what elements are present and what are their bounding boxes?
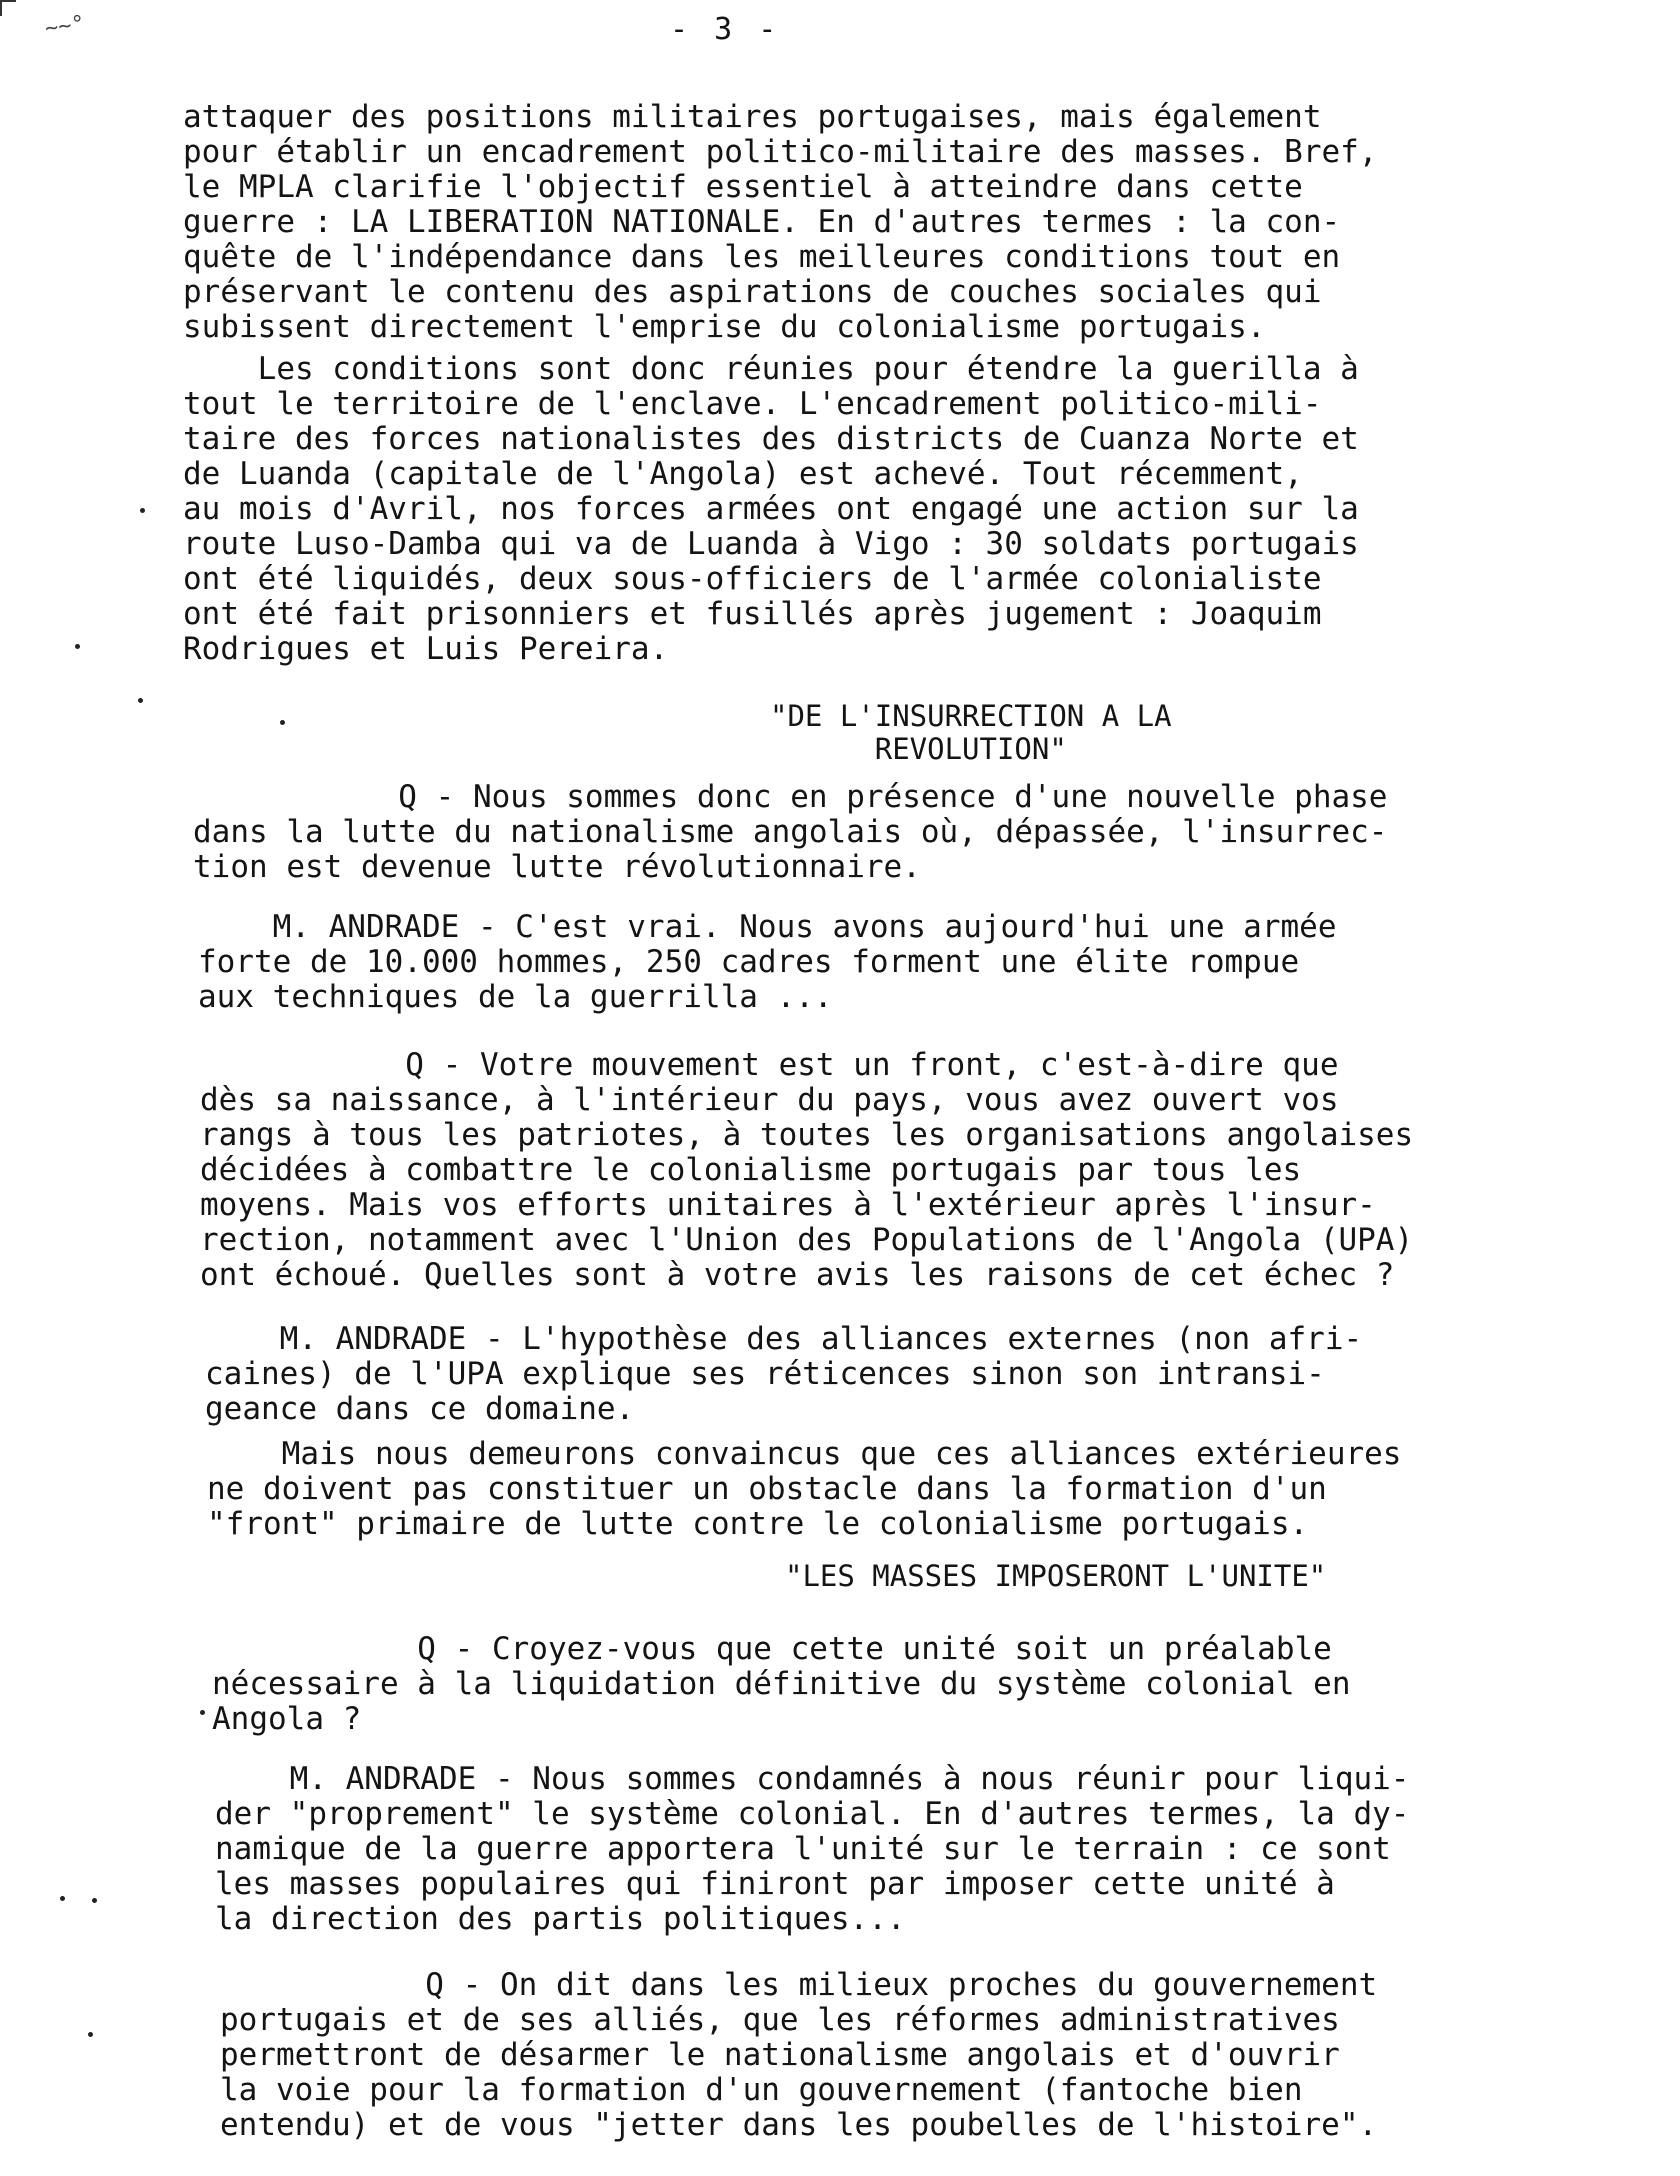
text-line: pour établir un encadrement politico-militaire des masses. Bref, [183, 134, 1378, 170]
margin-speck [140, 508, 145, 513]
text-line: Mais nous demeurons convaincus que ces alliances extérieures [207, 1436, 1402, 1472]
text-line: tion est devenue lutte révolutionnaire. [193, 849, 921, 885]
text-line: la direction des partis politiques... [215, 1901, 906, 1937]
text-line: rection, notamment avec l'Union des Populations de l'Angola (UPA) [200, 1222, 1414, 1258]
text-line: M. ANDRADE - L'hypothèse des alliances externes (non afri- [205, 1321, 1363, 1357]
margin-speck [75, 644, 80, 649]
text-line: aux techniques de la guerrilla ... [198, 979, 833, 1015]
text-line: geance dans ce domaine. [205, 1391, 635, 1427]
text-line: Q - On dit dans les milieux proches du gouvernement [220, 1967, 1378, 2003]
paragraph-question-3 [212, 1632, 1350, 1737]
margin-speck [200, 1710, 205, 1715]
text-line: les masses populaires qui finiront par imposer cette unité à [215, 1866, 1335, 1902]
text-line: der "proprement" le système colonial. En d'autres termes, la dy- [215, 1796, 1410, 1832]
paragraph-question-4 [220, 1968, 1377, 2143]
text-line: Les conditions sont donc réunies pour étendre la guerilla à [183, 351, 1359, 387]
text-line: guerre : LA LIBERATION NATIONALE. En d'autres termes : la con- [183, 204, 1341, 240]
text-line: Q - Votre mouvement est un front, c'est-à-dire que [200, 1047, 1339, 1083]
margin-speck [280, 720, 285, 725]
text-line: quête de l'indépendance dans les meilleures conditions tout en [183, 239, 1341, 275]
text-line: préservant le contenu des aspirations de couches sociales qui [183, 274, 1322, 310]
page-number: - 3 - [670, 12, 781, 47]
text-line: caines) de l'UPA explique ses réticences sinon son intransi- [205, 1356, 1325, 1392]
text-line: la voie pour la formation d'un gouvernement (fantoche bien [220, 2072, 1303, 2108]
paragraph-answer-2-cont [207, 1437, 1401, 1542]
text-line: "DE L'INSURRECTION A LA [770, 699, 1172, 733]
text-line: subissent directement l'emprise du colonialisme portugais. [183, 309, 1266, 345]
text-line: nécessaire à la liquidation définitive du système colonial en [212, 1666, 1351, 1702]
text-line: Angola ? [212, 1701, 362, 1737]
margin-speck [92, 1898, 97, 1903]
paragraph-question-1 [193, 780, 1387, 885]
paragraph-intro [183, 100, 1377, 345]
text-line: décidées à combattre le colonialisme portugais par tous les [200, 1152, 1302, 1188]
text-line: route Luso-Damba qui va de Luanda à Vigo : 30 soldats portugais [183, 526, 1359, 562]
margin-speck [88, 2032, 93, 2037]
paragraph-conditions [183, 352, 1359, 667]
text-line: Q - Nous sommes donc en présence d'une nouvelle phase [193, 779, 1388, 815]
text-line: tout le territoire de l'enclave. L'encadrement politico-mili- [183, 386, 1322, 422]
paragraph-question-2 [200, 1048, 1413, 1293]
text-line: entendu) et de vous "jetter dans les poubelles de l'histoire". [220, 2107, 1378, 2143]
text-line: namique de la guerre apportera l'unité sur le terrain : ce sont [215, 1831, 1391, 1867]
page-corner-mark [0, 0, 16, 16]
text-line: Rodrigues et Luis Pereira. [183, 631, 669, 667]
text-line: REVOLUTION" [874, 732, 1067, 766]
text-line: de Luanda (capitale de l'Angola) est achevé. Tout récemment, [183, 456, 1303, 492]
text-line: forte de 10.000 hommes, 250 cadres forment une élite rompue [198, 944, 1300, 980]
text-line: M. ANDRADE - Nous sommes condamnés à nous réunir pour liqui- [215, 1761, 1410, 1797]
section-heading-masses [785, 1560, 1326, 1593]
text-line: "LES MASSES IMPOSERONT L'UNITE" [785, 1559, 1327, 1593]
text-line: attaquer des positions militaires portugaises, mais également [183, 99, 1322, 135]
paragraph-answer-1 [198, 910, 1336, 1015]
text-line: au mois d'Avril, nos forces armées ont engagé une action sur la [183, 491, 1359, 527]
text-line: Q - Croyez-vous que cette unité soit un préalable [212, 1631, 1332, 1667]
text-line: dès sa naissance, à l'intérieur du pays, vous avez ouvert vos [200, 1082, 1339, 1118]
text-line: M. ANDRADE - C'est vrai. Nous avons aujourd'hui une armée [198, 909, 1337, 945]
text-line: dans la lutte du nationalisme angolais où, dépassée, l'insurrec- [193, 814, 1388, 850]
margin-scribble: ~~° [43, 11, 87, 42]
text-line: permettront de désarmer le nationalisme angolais et d'ouvrir [220, 2037, 1340, 2073]
paragraph-answer-3 [215, 1762, 1409, 1937]
text-line: ne doivent pas constituer un obstacle dans la formation d'un [207, 1471, 1327, 1507]
text-line: portugais et de ses alliés, que les réformes administratives [220, 2002, 1340, 2038]
section-heading-insurrection [770, 700, 1172, 766]
paragraph-answer-2 [205, 1322, 1362, 1427]
text-line: ont échoué. Quelles sont à votre avis les raisons de cet échec ? [200, 1257, 1395, 1293]
text-line: ont été fait prisonniers et fusillés après jugement : Joaquim [183, 596, 1322, 632]
text-line: taire des forces nationalistes des districts de Cuanza Norte et [183, 421, 1359, 457]
text-line: rangs à tous les patriotes, à toutes les organisations angolaises [200, 1117, 1414, 1153]
text-line: "front" primaire de lutte contre le colonialisme portugais. [207, 1506, 1309, 1542]
margin-speck [60, 1896, 65, 1901]
margin-speck [138, 698, 143, 703]
text-line: le MPLA clarifie l'objectif essentiel à atteindre dans cette [183, 169, 1303, 205]
text-line: moyens. Mais vos efforts unitaires à l'extérieur après l'insur- [200, 1187, 1376, 1223]
text-line: ont été liquidés, deux sous-officiers de l'armée colonialiste [183, 561, 1322, 597]
